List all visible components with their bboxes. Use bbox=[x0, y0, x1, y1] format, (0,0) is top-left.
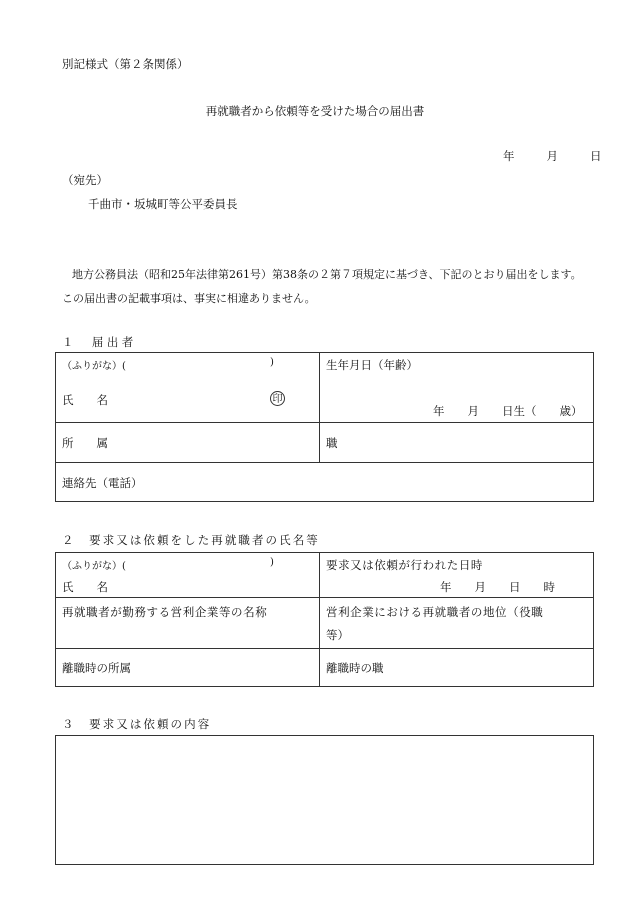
section2-col-divider bbox=[319, 552, 320, 687]
section2-furigana-close: ) bbox=[270, 557, 274, 568]
section2-datetime-label: 要求又は依頼が行われた日時 bbox=[326, 558, 483, 572]
section2-furigana-label: （ふりがな）( bbox=[62, 561, 126, 572]
addressee-name: 千曲市・坂城町等公平委員長 bbox=[88, 197, 238, 211]
section2-row-divider-2 bbox=[55, 648, 594, 649]
section2-retire-affiliation-label: 離職時の所属 bbox=[62, 661, 131, 675]
body-line-2: この届出書の記載事項は、事実に相違ありません。 bbox=[62, 292, 316, 305]
form-title: 再就職者から依頼等を受けた場合の届出書 bbox=[205, 104, 425, 118]
section1-contact-label: 連絡先（電話） bbox=[62, 476, 143, 490]
date-day: 日 bbox=[590, 149, 602, 163]
section1-row-divider-1 bbox=[55, 422, 594, 423]
section1-birth-label: 生年月日（年齢） bbox=[326, 358, 418, 372]
date-year: 年 bbox=[503, 149, 515, 163]
section2-company-label: 再就職者が勤務する営利企業等の名称 bbox=[62, 605, 268, 619]
section2-name-label: 氏 名 bbox=[62, 580, 108, 594]
seal-mark: 印 bbox=[270, 391, 285, 406]
section1-row-divider-2 bbox=[55, 462, 594, 463]
section2-company-position-line2: 等） bbox=[326, 628, 349, 642]
section1-name-label: 氏 名 bbox=[62, 393, 108, 407]
section3-heading: ３ 要求又は依頼の内容 bbox=[62, 717, 212, 731]
section1-affiliation-label: 所 属 bbox=[62, 436, 108, 450]
section1-heading: １ 届出者 bbox=[62, 335, 137, 349]
section2-retire-position-label: 離職時の職 bbox=[326, 661, 384, 675]
section1-col-divider bbox=[319, 352, 320, 462]
section1-furigana-close: ) bbox=[270, 357, 274, 368]
section2-heading: ２ 要求又は依頼をした再就職者の氏名等 bbox=[62, 533, 320, 547]
date-month: 月 bbox=[546, 149, 558, 163]
section1-position-label: 職 bbox=[326, 436, 338, 450]
form-label: 別記様式（第２条関係） bbox=[62, 57, 189, 71]
section2-company-position-line1: 営利企業における再就職者の地位（役職 bbox=[326, 605, 544, 619]
section2-row-divider-1 bbox=[55, 597, 594, 598]
section3-content-box bbox=[55, 735, 594, 865]
section2-datetime-format: 年 月 日 時 bbox=[440, 580, 555, 594]
section1-furigana-label: （ふりがな）( bbox=[62, 361, 126, 372]
body-line-1: 地方公務員法（昭和25年法律第261号）第38条の２第７項規定に基づき、下記のとおり届出をします。 bbox=[72, 268, 582, 281]
addressee-label: （宛先） bbox=[62, 173, 108, 187]
section1-birth-format: 年 月 日生（ 歳） bbox=[433, 404, 583, 418]
date-line bbox=[503, 148, 602, 164]
